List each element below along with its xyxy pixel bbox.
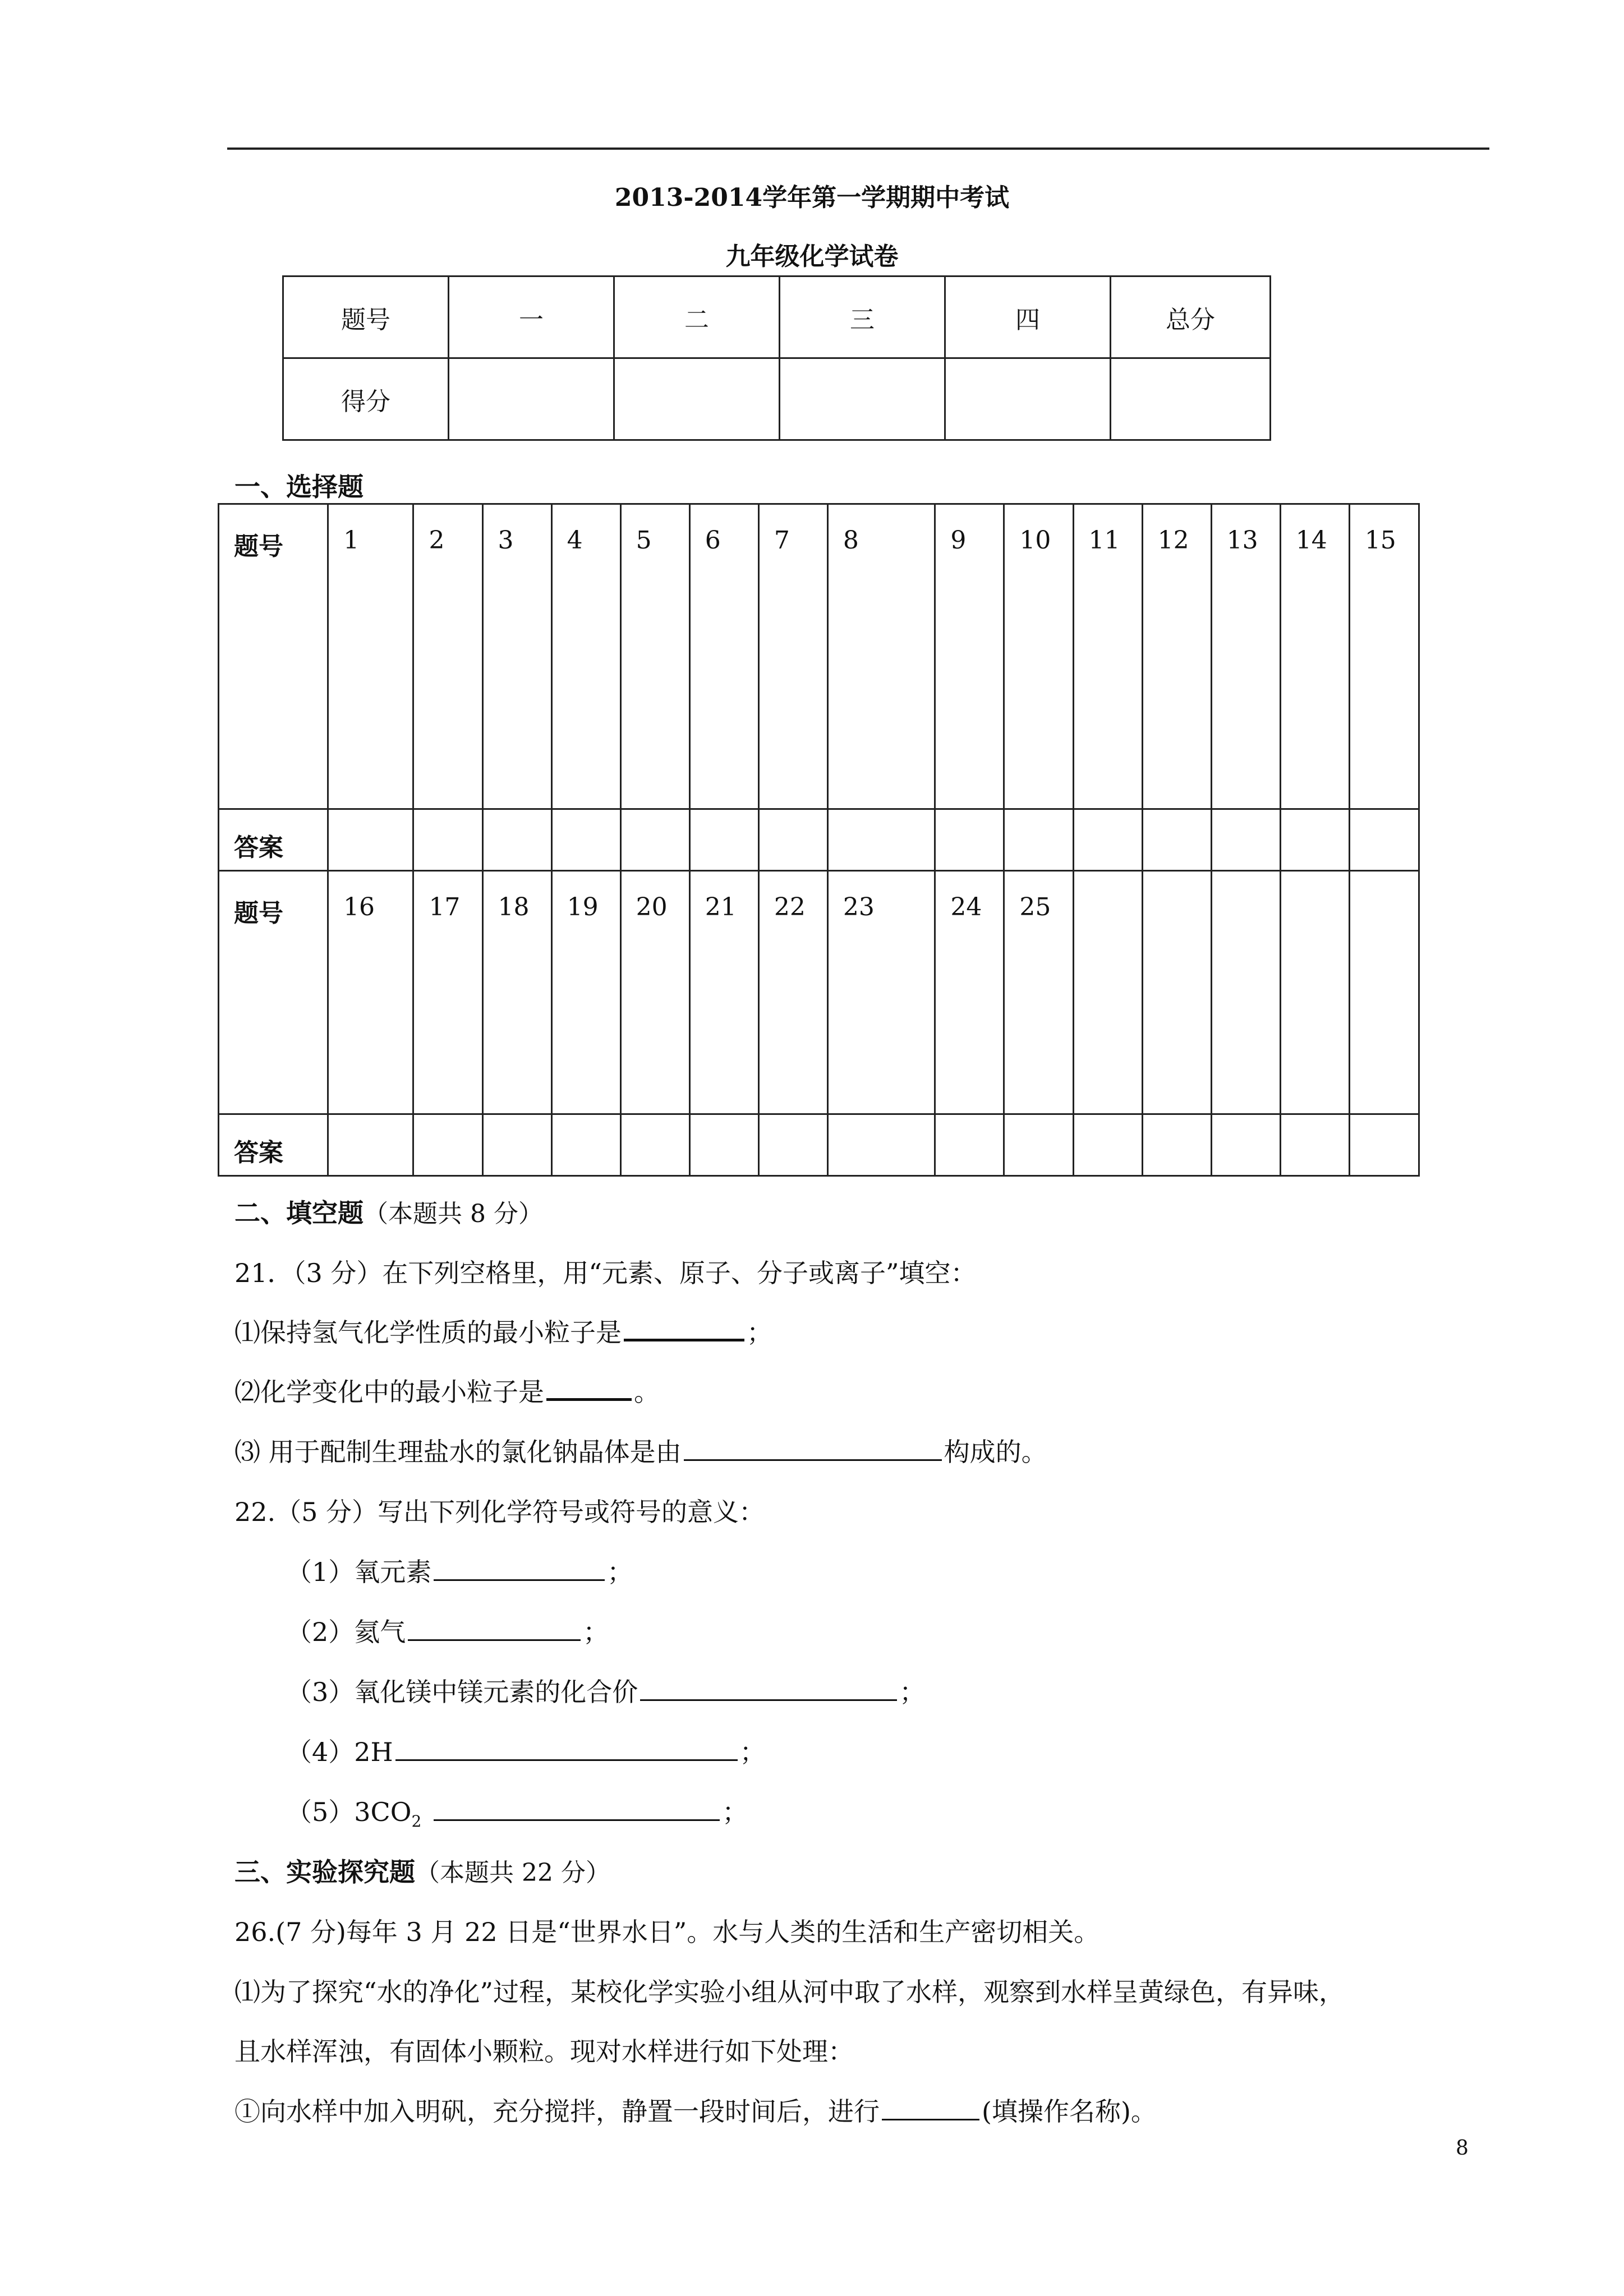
- question-number-cell: 17: [413, 871, 482, 1114]
- question-number-cell: [1211, 871, 1280, 1114]
- answer-cell[interactable]: [689, 809, 758, 871]
- answer-cell[interactable]: [827, 809, 935, 871]
- answer-blank[interactable]: [434, 1819, 720, 1821]
- q26-part1-line1: ⑴为了探究“水的净化”过程，某校化学实验小组从河中取了水样，观察到水样呈黄绿色，有异味，: [234, 1977, 1345, 2007]
- question-number-cell: 19: [551, 871, 620, 1114]
- answer-cell[interactable]: [620, 809, 689, 871]
- question-number-cell: 10: [1004, 504, 1073, 809]
- question-number-cell: 14: [1280, 504, 1349, 809]
- answer-cell[interactable]: [758, 809, 827, 871]
- exam-title: 2013-2014学年第一学期期中考试: [614, 183, 1010, 212]
- answer-cell[interactable]: [1142, 1114, 1211, 1176]
- question-number-cell: 16: [328, 871, 413, 1114]
- question-number-label: 题号: [219, 504, 328, 809]
- answer-label: 答案: [219, 1114, 328, 1176]
- question-number-cell: [1073, 871, 1142, 1114]
- q22-item1: （1）氧元素 ；: [286, 1557, 633, 1587]
- answer-blank[interactable]: [408, 1639, 581, 1641]
- q21-stem: 21．（3 分）在下列空格里，用“元素、原子、分子或离子”填空：: [234, 1258, 977, 1288]
- answer-cell[interactable]: [758, 1114, 827, 1176]
- question-number-cell: 13: [1211, 504, 1280, 809]
- page-number: 8: [1456, 2137, 1469, 2160]
- question-number-cell: [1349, 871, 1419, 1114]
- score-header-cell: 三: [780, 276, 945, 358]
- score-input-cell[interactable]: [614, 358, 780, 440]
- question-number-cell: 23: [827, 871, 935, 1114]
- section2-note: （本题共 8 分）: [364, 1200, 543, 1228]
- score-table: [282, 275, 1271, 441]
- answer-cell[interactable]: [413, 1114, 482, 1176]
- question-number-cell: 3: [482, 504, 551, 809]
- score-header-cell: 二: [614, 276, 780, 358]
- question-number-cell: 4: [551, 504, 620, 809]
- answer-blank[interactable]: [624, 1338, 744, 1341]
- answer-cell[interactable]: [935, 809, 1004, 871]
- answer-cell[interactable]: [1280, 1114, 1349, 1176]
- exam-subtitle: 九年级化学试卷: [725, 242, 899, 271]
- score-input-cell[interactable]: [449, 358, 614, 440]
- answer-cell[interactable]: [1073, 809, 1142, 871]
- question-number-cell: 2: [413, 504, 482, 809]
- question-number-cell: 11: [1073, 504, 1142, 809]
- answer-blank[interactable]: [395, 1759, 738, 1761]
- score-header-cell: 总分: [1111, 276, 1271, 358]
- answer-cell[interactable]: [413, 809, 482, 871]
- question-number-cell: 22: [758, 871, 827, 1114]
- answer-cell[interactable]: [1211, 809, 1280, 871]
- score-header-cell: 一: [449, 276, 614, 358]
- question-number-cell: 7: [758, 504, 827, 809]
- question-number-cell: 18: [482, 871, 551, 1114]
- question-number-cell: 12: [1142, 504, 1211, 809]
- header-rule: [227, 147, 1489, 150]
- answer-cell[interactable]: [935, 1114, 1004, 1176]
- answer-cell[interactable]: [689, 1114, 758, 1176]
- section2-title: 二、填空题: [234, 1198, 364, 1228]
- question-number-cell: 21: [689, 871, 758, 1114]
- answer-cell[interactable]: [620, 1114, 689, 1176]
- score-header-cell: 四: [945, 276, 1111, 358]
- q21-part2: ⑵化学变化中的最小粒子是 。: [234, 1377, 660, 1407]
- question-number-cell: 15: [1349, 504, 1419, 809]
- answer-cell[interactable]: [1211, 1114, 1280, 1176]
- answer-label: 答案: [219, 809, 328, 871]
- question-number-cell: 9: [935, 504, 1004, 809]
- answer-cell[interactable]: [1004, 809, 1073, 871]
- answer-blank[interactable]: [640, 1699, 897, 1701]
- section3-note: （本题共 22 分）: [415, 1859, 610, 1887]
- q21-part1: ⑴保持氢气化学性质的最小粒子是 ；: [234, 1317, 772, 1348]
- score-input-cell[interactable]: [945, 358, 1111, 440]
- question-number-cell: [1280, 871, 1349, 1114]
- q22-item3: （3）氧化镁中镁元素的化合价 ；: [286, 1677, 926, 1707]
- question-number-cell: 25: [1004, 871, 1073, 1114]
- score-row-label: 得分: [283, 358, 449, 440]
- answer-cell[interactable]: [551, 1114, 620, 1176]
- answer-blank[interactable]: [434, 1579, 605, 1581]
- q22-item2: （2）氦气 ；: [286, 1617, 609, 1647]
- answer-cell[interactable]: [482, 809, 551, 871]
- q22-item5: $(5)3CO_2$ ；: [286, 1797, 748, 1831]
- section1-heading: 一、选择题: [234, 472, 364, 502]
- question-number-cell: 1: [328, 504, 413, 809]
- question-number-cell: [1142, 871, 1211, 1114]
- answer-cell[interactable]: [1349, 809, 1419, 871]
- answer-blank[interactable]: [684, 1459, 942, 1461]
- q21-part3: ⑶ 用于配制生理盐水的氯化钠晶体是由 构成的。: [234, 1437, 1047, 1467]
- question-number-cell: 20: [620, 871, 689, 1114]
- answer-cell[interactable]: [1142, 809, 1211, 871]
- q26-stem: 26.(7 分)每年 3 月 22 日是“世界水日”。水与人类的生活和生产密切相关。: [234, 1917, 1100, 1947]
- answer-cell[interactable]: [1004, 1114, 1073, 1176]
- question-number-cell: 24: [935, 871, 1004, 1114]
- answer-cell[interactable]: [1349, 1114, 1419, 1176]
- question-number-cell: 8: [827, 504, 935, 809]
- q26-part1-line2: 且水样浑浊，有固体小颗粒。现对水样进行如下处理：: [234, 2036, 854, 2067]
- question-number-cell: 5: [620, 504, 689, 809]
- answer-cell[interactable]: [827, 1114, 935, 1176]
- score-input-cell[interactable]: [1111, 358, 1271, 440]
- section3-title: 三、实验探究题: [234, 1857, 415, 1887]
- answer-cell[interactable]: [328, 1114, 413, 1176]
- answer-blank[interactable]: [546, 1398, 632, 1401]
- answer-cell[interactable]: [1073, 1114, 1142, 1176]
- answer-table: [218, 503, 1420, 1177]
- q26-step1: ①向水样中加入明矾，充分搅拌，静置一段时间后，进行 (填操作名称)。: [234, 2096, 1157, 2127]
- question-number-cell: 6: [689, 504, 758, 809]
- answer-cell[interactable]: [482, 1114, 551, 1176]
- answer-cell[interactable]: [328, 809, 413, 871]
- score-input-cell[interactable]: [780, 358, 945, 440]
- section2-heading: [234, 1193, 543, 1230]
- answer-cell[interactable]: [551, 809, 620, 871]
- answer-blank[interactable]: [882, 2118, 979, 2120]
- question-number-label: 题号: [219, 871, 328, 1114]
- q22-item4: （4）2H ；: [286, 1737, 766, 1767]
- section3-heading: [234, 1852, 610, 1889]
- q22-stem: 22.（5 分）写出下列化学符号或符号的意义：: [234, 1497, 765, 1527]
- score-header-cell: 题号: [283, 276, 449, 358]
- answer-cell[interactable]: [1280, 809, 1349, 871]
